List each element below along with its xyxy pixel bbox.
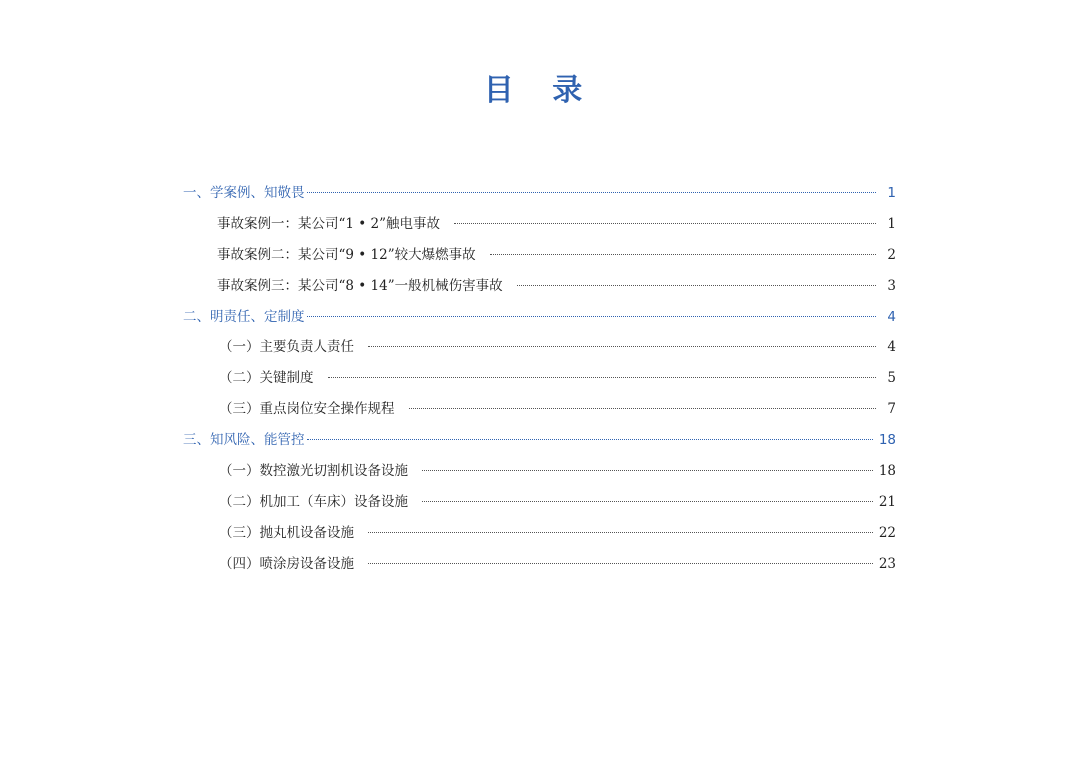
- toc-entry-label: （一）主要负责人责任: [219, 339, 354, 356]
- toc-page-number: 4: [887, 308, 896, 325]
- toc-page-number: 4: [887, 339, 896, 356]
- toc-entry-label: 一、学案例、知敬畏: [183, 185, 305, 201]
- toc-entry-2-3[interactable]: [183, 394, 896, 425]
- toc-entry-case-3[interactable]: [183, 271, 896, 302]
- toc-page-number: 22: [878, 524, 896, 541]
- toc-leader-dots: [517, 285, 876, 286]
- toc-leader-dots: [422, 501, 873, 502]
- toc-entry-3-1[interactable]: [183, 456, 896, 487]
- toc-page-number: 7: [887, 401, 896, 418]
- toc-entry-3-3[interactable]: [183, 518, 896, 549]
- toc-page-number: 18: [878, 432, 896, 449]
- toc-entry-label: （三）抛丸机设备设施: [219, 524, 354, 541]
- toc-entry-2-2[interactable]: [183, 363, 896, 394]
- toc-page-number: 1: [887, 185, 896, 201]
- toc-entry-label: （二）机加工（车床）设备设施: [219, 493, 408, 510]
- toc-leader-dots: [454, 223, 876, 224]
- toc-section-3[interactable]: [183, 425, 896, 456]
- toc-page-number: 3: [887, 277, 896, 294]
- toc-leader-dots: [368, 563, 873, 564]
- toc-leader-dots: [368, 532, 873, 533]
- toc-page-number: 1: [887, 215, 896, 232]
- toc-leader-dots: [307, 316, 877, 317]
- toc-entry-label: （一）数控激光切割机设备设施: [219, 463, 408, 480]
- toc-leader-dots: [307, 439, 873, 440]
- page-title: 目 录: [483, 73, 597, 108]
- toc-entry-label: 三、知风险、能管控: [183, 432, 305, 449]
- toc-leader-dots: [368, 346, 876, 347]
- toc-entry-label: （四）喷涂房设备设施: [219, 555, 354, 572]
- toc-leader-dots: [328, 377, 877, 378]
- toc-entry-label: （二）关键制度: [219, 370, 314, 387]
- toc-entry-label: 事故案例二：某公司“9 • 12”较大爆燃事故: [217, 246, 476, 263]
- toc-leader-dots: [307, 192, 877, 193]
- toc-leader-dots: [422, 470, 873, 471]
- toc-entry-2-1[interactable]: [183, 332, 896, 363]
- toc-entry-case-2[interactable]: [183, 240, 896, 271]
- toc-entry-label: 二、明责任、定制度: [183, 308, 305, 325]
- toc-entry-label: 事故案例三：某公司“8 • 14”一般机械伤害事故: [217, 277, 503, 294]
- toc-entry-3-4[interactable]: [183, 549, 896, 580]
- toc-page-number: 21: [878, 493, 896, 510]
- toc-section-1[interactable]: [183, 178, 896, 209]
- toc-leader-dots: [490, 254, 876, 255]
- table-of-contents: [183, 178, 896, 580]
- toc-page-number: 18: [878, 463, 896, 480]
- toc-entry-label: 事故案例一：某公司“1 • 2”触电事故: [217, 215, 441, 232]
- toc-page-number: 2: [887, 246, 896, 263]
- toc-entry-3-2[interactable]: [183, 487, 896, 518]
- toc-leader-dots: [409, 408, 877, 409]
- toc-page-number: 23: [878, 555, 896, 572]
- toc-entry-label: （三）重点岗位安全操作规程: [219, 401, 395, 418]
- toc-entry-case-1[interactable]: [183, 209, 896, 240]
- toc-page-number: 5: [887, 370, 896, 387]
- toc-section-2[interactable]: [183, 302, 896, 333]
